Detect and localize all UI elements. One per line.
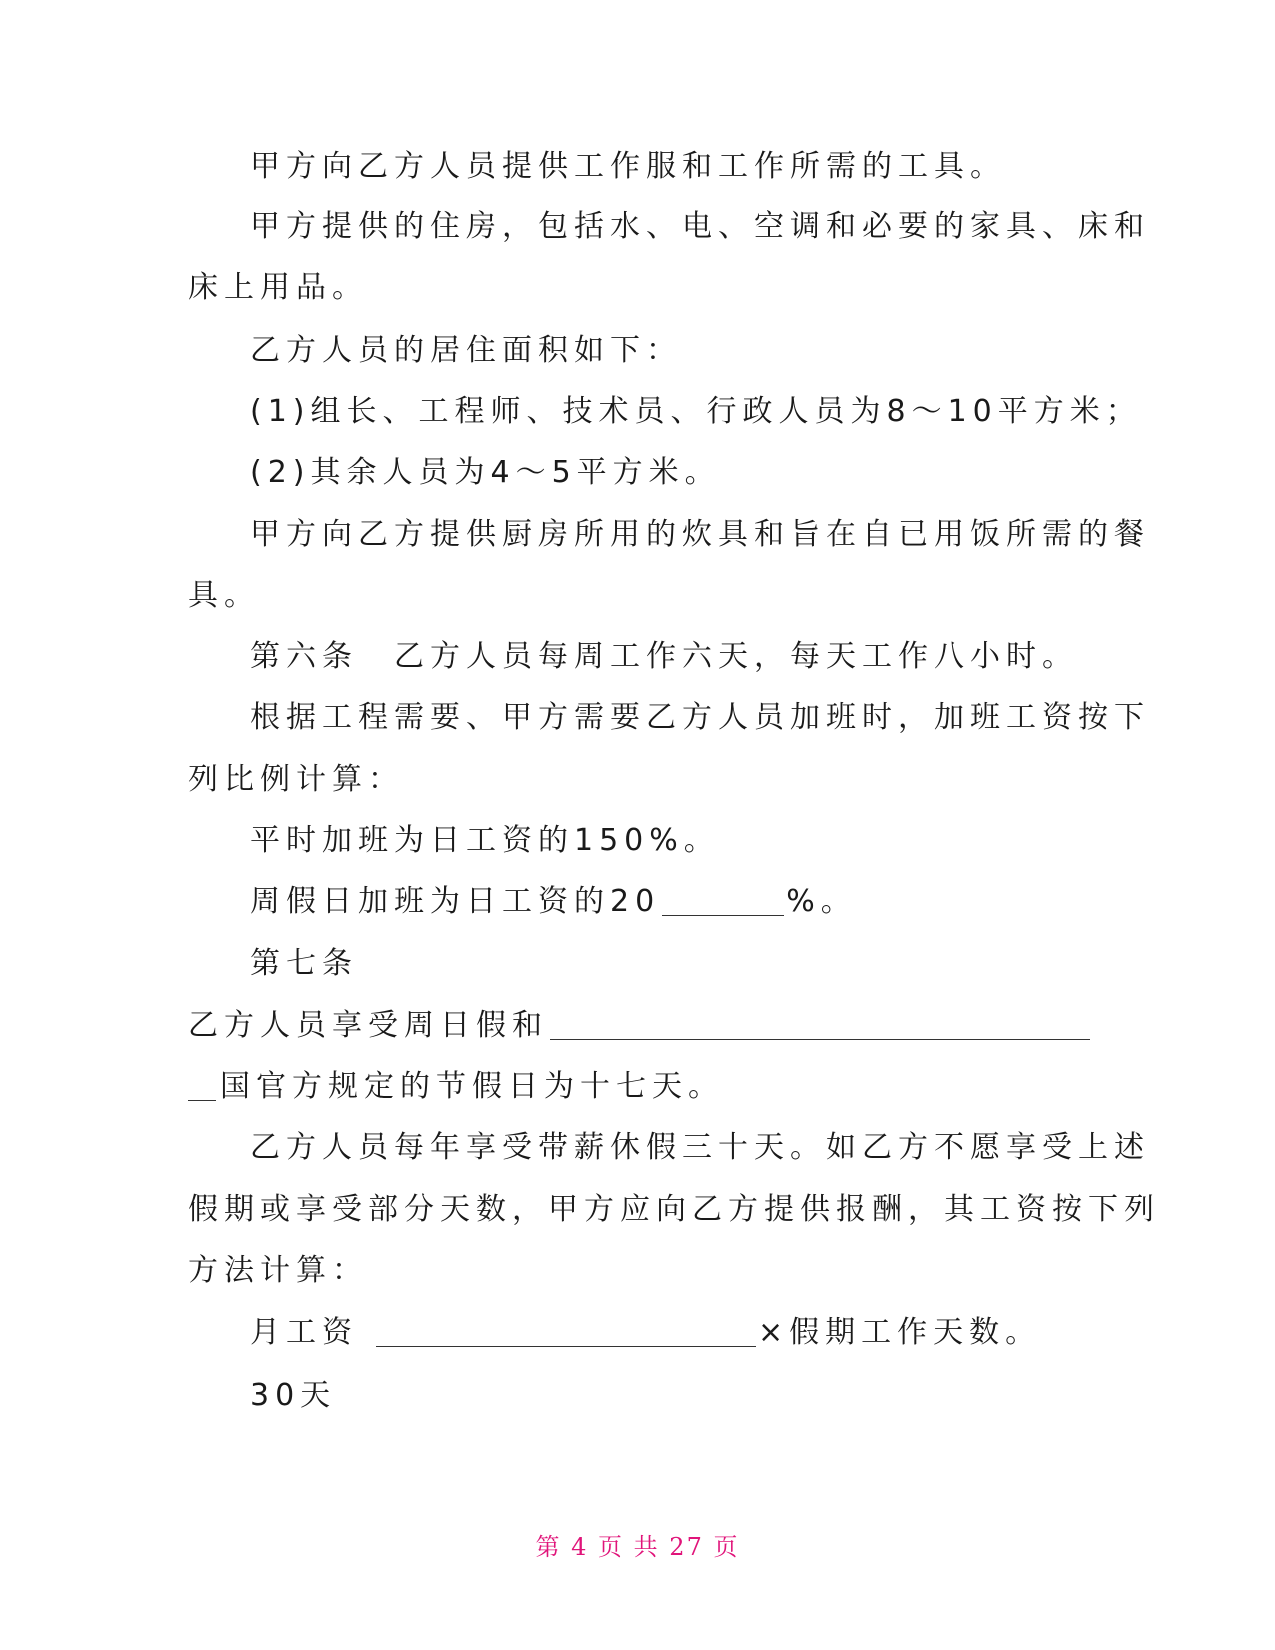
fill-in-blank (550, 1009, 1090, 1040)
fill-in-blank (188, 1070, 216, 1101)
holiday-line (188, 1006, 1090, 1046)
paragraph-line-7: 根据工程需要、甲方需要乙方人员加班时，加班工资按下 (250, 700, 1150, 735)
overtime-weekday-line: 平时加班为日工资的150%。 (250, 823, 720, 858)
paragraph-line-2: 甲方提供的住房，包括水、电、空调和必要的家具、床和 (250, 209, 1150, 244)
paragraph-line-6: 具。 (188, 578, 260, 613)
list-item-1: (1)组长、工程师、技术员、行政人员为8～10平方米； (250, 394, 1142, 429)
holiday-continued-text: 国官方规定的节假日为十七天。 (220, 1069, 724, 1104)
holiday-line-continued (188, 1067, 724, 1107)
formula-multiplier: ×假期工作天数。 (758, 1315, 1042, 1350)
overtime-holiday-suffix: %。 (786, 884, 857, 919)
paragraph-line-4: 乙方人员的居住面积如下： (250, 333, 682, 368)
article-six-heading: 第六条 乙方人员每周工作六天，每天工作八小时。 (250, 639, 1078, 674)
list-item-2: (2)其余人员为4～5平方米。 (250, 455, 721, 490)
formula-denominator: 30天 (250, 1378, 337, 1413)
article-seven-heading: 第七条 (250, 946, 358, 981)
overtime-holiday-line (250, 882, 857, 922)
paragraph-line-5: 甲方向乙方提供厨房所用的炊具和旨在自已用饭所需的餐 (250, 517, 1150, 552)
paragraph-line-1: 甲方向乙方人员提供工作服和工作所需的工具。 (250, 149, 1006, 184)
paragraph-line-10: 假期或享受部分天数，甲方应向乙方提供报酬，其工资按下列 (188, 1192, 1160, 1227)
fraction-bar (376, 1316, 756, 1347)
paragraph-line-8: 列比例计算： (188, 762, 404, 797)
paragraph-line-9: 乙方人员每年享受带薪休假三十天。如乙方不愿享受上述 (250, 1130, 1150, 1165)
formula-line (250, 1313, 1041, 1353)
formula-numerator-label: 月工资 (250, 1315, 358, 1350)
holiday-text: 乙方人员享受周日假和 (188, 1008, 548, 1043)
fill-in-blank (662, 885, 784, 916)
page-number-footer: 第 4 页 共 27 页 (535, 1533, 740, 1561)
overtime-holiday-text: 周假日加班为日工资的20 (250, 884, 661, 919)
paragraph-line-11: 方法计算： (188, 1253, 368, 1288)
paragraph-line-3: 床上用品。 (188, 270, 368, 305)
